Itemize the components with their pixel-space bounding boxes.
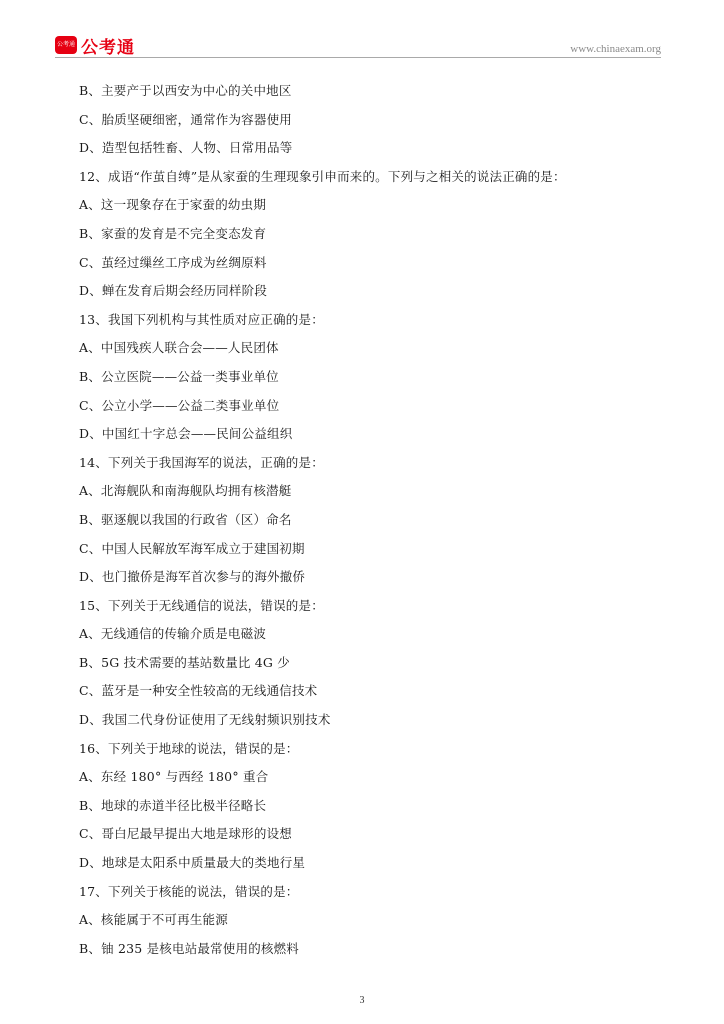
text-line: B、铀 235 是核电站最常使用的核燃料	[79, 940, 299, 956]
text-line: D、也门撤侨是海军首次参与的海外撤侨	[79, 569, 306, 585]
text-line: A、这一现象存在于家蚕的幼虫期	[79, 197, 267, 213]
brand-logo[interactable]	[55, 34, 135, 56]
text-line: A、东经 180° 与西经 180° 重合	[79, 769, 269, 785]
text-line: 13、我国下列机构与其性质对应正确的是：	[79, 311, 324, 327]
text-line: D、地球是太阳系中质量最大的类地行星	[79, 855, 306, 871]
logo-text: 公考通	[81, 37, 135, 58]
text-line: C、公立小学——公益二类事业单位	[79, 397, 280, 413]
document-body	[79, 77, 659, 963]
text-line: B、家蚕的发育是不完全变态发育	[79, 225, 267, 241]
text-line: C、中国人民解放军海军成立于建国初期	[79, 540, 305, 556]
text-line: C、蓝牙是一种安全性较高的无线通信技术	[79, 683, 318, 699]
text-line: B、驱逐舰以我国的行政省（区）命名	[79, 511, 292, 527]
text-line: D、造型包括牲畜、人物、日常用品等	[79, 140, 293, 156]
text-line: D、我国二代身份证使用了无线射频识别技术	[79, 712, 331, 728]
text-line: A、北海舰队和南海舰队均拥有核潜艇	[79, 483, 292, 499]
text-line: D、中国红十字总会——民间公益组织	[79, 426, 293, 442]
text-line: A、中国残疾人联合会——人民团体	[79, 340, 279, 356]
header-divider	[55, 57, 661, 58]
text-line: A、无线通信的传输介质是电磁波	[79, 626, 267, 642]
text-line: 17、下列关于核能的说法，错误的是：	[79, 883, 299, 899]
text-line: C、哥白尼最早提出大地是球形的设想	[79, 826, 292, 842]
site-url[interactable]: www.chinaexam.org	[570, 43, 661, 55]
text-line: 12、成语“作茧自缚”是从家蚕的生理现象引申而来的。下列与之相关的说法正确的是：	[79, 168, 566, 184]
text-line: D、蝉在发育后期会经历同样阶段	[79, 283, 268, 299]
text-line: B、主要产于以西安为中心的关中地区	[79, 83, 292, 98]
text-line: B、公立医院——公益一类事业单位	[79, 368, 279, 384]
text-line: A、核能属于不可再生能源	[79, 912, 228, 928]
page-header	[55, 34, 661, 58]
text-line: C、茧经过缫丝工序成为丝绸原料	[79, 254, 267, 270]
text-line: C、胎质坚硬细密，通常作为容器使用	[79, 111, 292, 127]
logo-badge: 公考通	[55, 36, 77, 54]
text-line: B、地球的赤道半径比极半径略长	[79, 797, 267, 813]
text-line: 15、下列关于无线通信的说法，错误的是：	[79, 597, 324, 613]
text-line: 16、下列关于地球的说法，错误的是：	[79, 740, 299, 756]
text-line: 14、下列关于我国海军的说法，正确的是：	[79, 454, 324, 470]
page-number: 3	[359, 995, 365, 1006]
text-line: B、5G 技术需要的基站数量比 4G 少	[79, 654, 290, 670]
